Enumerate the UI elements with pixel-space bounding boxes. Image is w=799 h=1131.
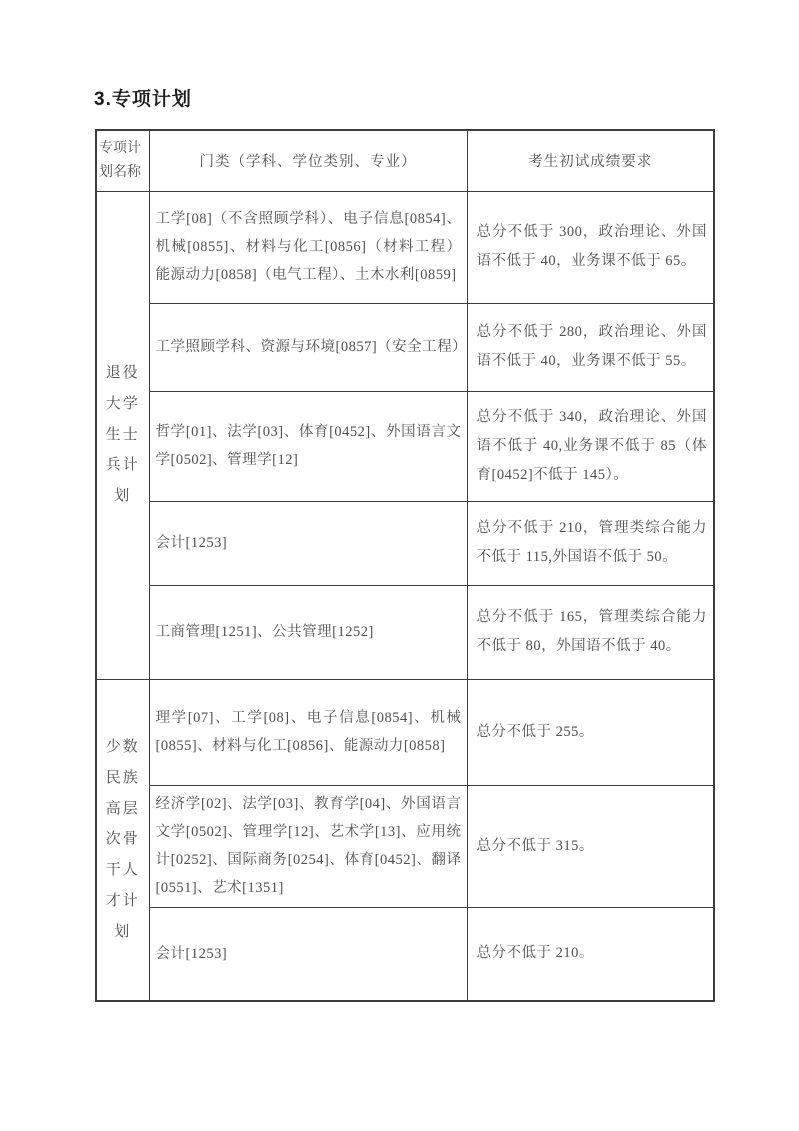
table-row bbox=[96, 501, 714, 585]
table-row bbox=[96, 585, 714, 679]
table-header-row bbox=[96, 130, 714, 191]
category-cell: 工学[08]（不含照顾学科）、电子信息[0854]、机械[0855]、材料与化工[0856]（材料工程）能源动力[0858]（电气工程）、土木水利[0859] bbox=[149, 191, 467, 303]
category-cell: 哲学[01]、法学[03]、体育[0452]、外国语言文学[0502]、管理学[12] bbox=[149, 391, 467, 501]
requirement-cell: 总分不低于 165，管理类综合能力不低于 80，外国语不低于 40。 bbox=[467, 585, 714, 679]
category-cell: 理学[07]、工学[08]、电子信息[0854]、机械[0855]、材料与化工[0856]、能源动力[0858] bbox=[149, 679, 467, 785]
section-title: 3.专项计划 bbox=[94, 89, 192, 110]
requirement-cell: 总分不低于 210。 bbox=[467, 907, 714, 1001]
table-row bbox=[96, 907, 714, 1001]
special-plans-table bbox=[95, 129, 715, 1002]
category-cell: 工学照顾学科、资源与环境[0857]（安全工程） bbox=[149, 303, 467, 391]
requirement-cell: 总分不低于 300，政治理论、外国语不低于 40，业务课不低于 65。 bbox=[467, 191, 714, 303]
category-cell: 经济学[02]、法学[03]、教育学[04]、外国语言文学[0502]、管理学[12]、艺术学[13]、应用统计[0252]、国际商务[0254]、体育[0452]、翻译[0551]、艺术[1351] bbox=[149, 785, 467, 907]
table-row bbox=[96, 303, 714, 391]
header-plan-name: 专项计划名称 bbox=[96, 130, 149, 191]
plan-name-veterans: 退役大学生士兵计划 bbox=[96, 191, 149, 679]
table-row bbox=[96, 191, 714, 303]
header-categories: 门类（学科、学位类别、专业） bbox=[149, 130, 467, 191]
requirement-cell: 总分不低于 340，政治理论、外国语不低于 40,业务课不低于 85（体育[0452]不低于 145）。 bbox=[467, 391, 714, 501]
table-row bbox=[96, 679, 714, 785]
plan-name-minority: 少数民族高层次骨干人才计划 bbox=[96, 679, 149, 1001]
category-cell: 工商管理[1251]、公共管理[1252] bbox=[149, 585, 467, 679]
category-cell: 会计[1253] bbox=[149, 907, 467, 1001]
table-row bbox=[96, 391, 714, 501]
requirement-cell: 总分不低于 280，政治理论、外国语不低于 40，业务课不低于 55。 bbox=[467, 303, 714, 391]
category-cell: 会计[1253] bbox=[149, 501, 467, 585]
header-score-requirements: 考生初试成绩要求 bbox=[467, 130, 714, 191]
requirement-cell: 总分不低于 255。 bbox=[467, 679, 714, 785]
requirement-cell: 总分不低于 210，管理类综合能力不低于 115,外国语不低于 50。 bbox=[467, 501, 714, 585]
requirement-cell: 总分不低于 315。 bbox=[467, 785, 714, 907]
table-row bbox=[96, 785, 714, 907]
